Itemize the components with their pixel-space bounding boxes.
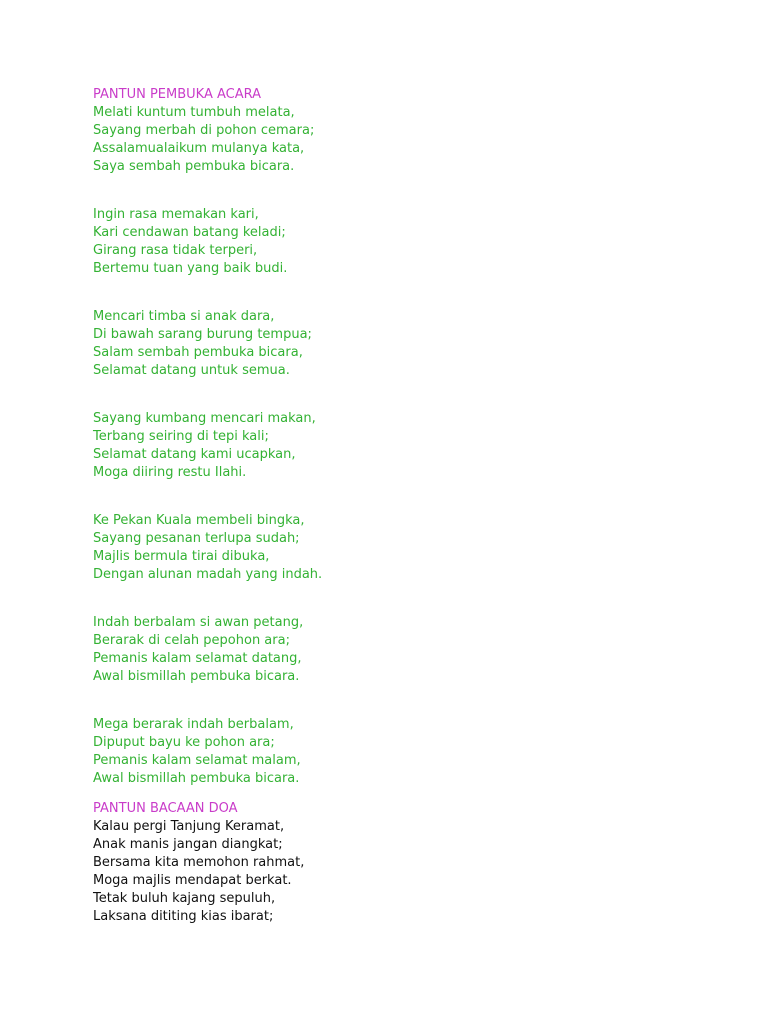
verse-line: Assalamualaikum mulanya kata, (93, 141, 305, 156)
stanza-gap (93, 482, 733, 512)
stanza (93, 206, 733, 278)
verse-line: Bertemu tuan yang baik budi. (93, 261, 288, 276)
verse-line: Tetak buluh kajang sepuluh, (93, 891, 276, 906)
stanza (93, 410, 733, 482)
verse-line: Indah berbalam si awan petang, (93, 615, 304, 630)
stanza-gap (93, 584, 733, 614)
verse-line: Dengan alunan madah yang indah. (93, 567, 323, 582)
stanza-gap (93, 176, 733, 206)
verse-line: Ke Pekan Kuala membeli bingka, (93, 513, 305, 528)
stanza (93, 716, 733, 788)
stanza-gap (93, 686, 733, 716)
verse-line: Ingin rasa memakan kari, (93, 207, 259, 222)
verse-line: Girang rasa tidak terperi, (93, 243, 258, 258)
verse-line: Mencari timba si anak dara, (93, 309, 275, 324)
verse-line: Selamat datang kami ucapkan, (93, 447, 296, 462)
verse-line: Terbang seiring di tepi kali; (93, 429, 269, 444)
verse-line: Saya sembah pembuka bicara. (93, 159, 295, 174)
stanza (93, 104, 733, 176)
verse-line: Anak manis jangan diangkat; (93, 837, 283, 852)
stanza (93, 818, 733, 926)
section-gap (93, 788, 733, 800)
verse-line: Dipuput bayu ke pohon ara; (93, 735, 275, 750)
stanza (93, 614, 733, 686)
verse-line: Moga diiring restu Ilahi. (93, 465, 247, 480)
verse-line: Sayang kumbang mencari makan, (93, 411, 316, 426)
verse-line: Moga majlis mendapat berkat. (93, 873, 292, 888)
stanza (93, 308, 733, 380)
verse-line: Melati kuntum tumbuh melata, (93, 105, 295, 120)
stanza-gap (93, 380, 733, 410)
verse-line: Salam sembah pembuka bicara, (93, 345, 303, 360)
verse-line: Selamat datang untuk semua. (93, 363, 290, 378)
verse-line: Pemanis kalam selamat datang, (93, 651, 302, 666)
verse-line: Sayang merbah di pohon cemara; (93, 123, 315, 138)
section-heading-bacaan-doa: PANTUN BACAAN DOA (93, 801, 238, 816)
verse-line: Kari cendawan batang keladi; (93, 225, 286, 240)
verse-line: Pemanis kalam selamat malam, (93, 753, 301, 768)
verse-line: Mega berarak indah berbalam, (93, 717, 294, 732)
verse-line: Sayang pesanan terlupa sudah; (93, 531, 300, 546)
section-heading-pembuka-acara: PANTUN PEMBUKA ACARA (93, 87, 261, 102)
verse-line: Awal bismillah pembuka bicara. (93, 669, 300, 684)
verse-line: Awal bismillah pembuka bicara. (93, 771, 300, 786)
verse-line: Bersama kita memohon rahmat, (93, 855, 305, 870)
verse-line: Di bawah sarang burung tempua; (93, 327, 312, 342)
stanza-gap (93, 278, 733, 308)
verse-line: Berarak di celah pepohon ara; (93, 633, 290, 648)
verse-line: Majlis bermula tirai dibuka, (93, 549, 270, 564)
verse-line: Kalau pergi Tanjung Keramat, (93, 819, 285, 834)
document-page (93, 86, 733, 926)
verse-line: Laksana dititing kias ibarat; (93, 909, 274, 924)
stanza (93, 512, 733, 584)
